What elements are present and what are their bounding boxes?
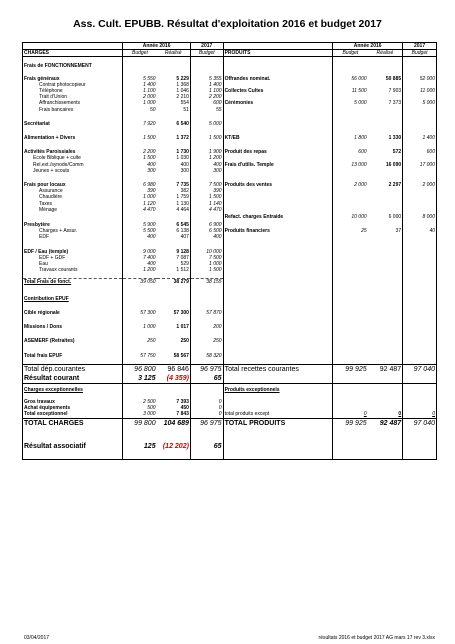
table-cell: 6 000 (388, 214, 402, 221)
table-cell: Travaux courants (23, 267, 123, 273)
table-cell: 3 000 (123, 411, 157, 418)
table-cell: 2 210 (176, 94, 189, 101)
table-cell: 4 470 (123, 207, 157, 213)
table-cell: 5 000 (403, 100, 437, 106)
table-cell: 6 980 (123, 182, 157, 188)
table-cell: 99 925 (333, 418, 368, 428)
header-budget: Budget (123, 50, 157, 57)
table-cell: 0 (398, 411, 402, 418)
table-cell: 200 (190, 324, 223, 330)
table-cell: 6 540 (176, 120, 189, 127)
table-cell: 0 (403, 411, 437, 418)
page-title: Ass. Cult. EPUBB. Résultat d'exploitation 2016 et budget 2017 (73, 18, 382, 30)
table-cell: 40 (403, 228, 437, 234)
table-cell: 1 400 (403, 135, 437, 141)
table-cell: 25 (333, 228, 368, 234)
table-cell: Eau (23, 261, 123, 267)
total-charges-row (23, 418, 437, 428)
table-cell: Contribution EPUF (23, 296, 123, 302)
table-cell: 7 903 (388, 88, 402, 95)
table-cell: 9 000 (123, 249, 157, 255)
table-cell: Gros travaux (23, 399, 123, 405)
table-cell: 1 500 (123, 155, 157, 161)
table-cell: 0 (190, 411, 223, 418)
table-cell: ASEMERF (Retraites) (23, 338, 123, 344)
table-cell: 300 (190, 168, 223, 174)
table-cell: 9 128 (176, 248, 189, 255)
table-cell: 390 (123, 188, 157, 194)
header-row-labels (23, 50, 437, 57)
header-charges: CHARGES (23, 50, 123, 57)
table-cell: 99 800 (123, 418, 157, 428)
table-cell: 529 (180, 261, 189, 268)
table-cell: 500 (123, 405, 157, 411)
table-cell: 250 (123, 338, 157, 344)
table-cell: 58 320 (190, 353, 223, 359)
table-cell: 52 000 (403, 76, 437, 82)
table-cell: 1 759 (176, 194, 189, 201)
table-cell: 1 046 (176, 88, 189, 95)
table-cell: 13 000 (333, 162, 368, 168)
table-cell: 96 975 (190, 364, 223, 374)
table-cell: Résultat courant (23, 374, 123, 384)
table-cell: 1 130 (176, 200, 189, 207)
resultat-associatif-row (23, 442, 437, 451)
header-budget-p: Budget (333, 50, 368, 57)
table-cell: 55 (190, 107, 223, 113)
table-cell: Frais bancaires (23, 107, 123, 113)
table-cell: 1 000 (123, 100, 157, 106)
table-cell: Refact. charges Entraide (223, 213, 333, 222)
table-cell: 1 512 (176, 267, 189, 274)
table-cell: 57 750 (123, 353, 157, 359)
table-cell: 56 000 (333, 76, 368, 82)
table-cell: Ecole Biblique + culte (23, 155, 123, 161)
table-cell: 65 (190, 374, 223, 384)
footer-filename: résultats 2016 et budget 2017 AG mars 17 rev 3.xlsx (318, 635, 435, 641)
table-cell: Frais généraux (23, 76, 123, 82)
table-cell: 5 900 (123, 222, 157, 228)
table-cell: 8 000 (403, 213, 437, 222)
table-cell: 2 000 (123, 94, 157, 100)
table-cell: Affranchissements (23, 100, 123, 106)
table-cell: 300 (123, 168, 157, 174)
table-cell: 1 400 (123, 82, 157, 88)
table-cell: Résultat associatif (23, 442, 123, 451)
header-realise-p: Réalisé (368, 50, 403, 57)
header-2017: 2017 (190, 43, 223, 50)
table-cell: Téléphone (23, 88, 123, 94)
table-cell: 572 (392, 149, 402, 156)
table-cell: 3 125 (123, 374, 157, 384)
footer-date: 03/04/2017 (24, 635, 50, 641)
table-cell: Rel.ext./synode/Comm (23, 162, 123, 168)
table-cell: 6 500 (190, 228, 223, 234)
table-cell: 1 030 (176, 155, 189, 162)
table-cell: Offrandes nominat. (223, 76, 333, 82)
table-cell: 1 500 (190, 267, 223, 273)
table-cell: Activités Paroissiales (23, 149, 123, 155)
table-cell: 1 000 (123, 194, 157, 200)
table-cell: 554 (180, 100, 189, 107)
header-annee-2016-produits: Année 2016 (333, 43, 403, 50)
table-cell: total produits except (223, 411, 333, 418)
table-cell: (4 359) (166, 374, 189, 382)
table-cell: 97 040 (403, 364, 437, 374)
header-produits: PRODUITS (223, 50, 333, 57)
budget-table (22, 42, 437, 460)
table-cell: 1 500 (123, 135, 157, 141)
table-cell: 99 925 (333, 364, 368, 374)
resultat-courant-row (23, 374, 437, 384)
table-cell: 10 000 (190, 249, 223, 255)
table-cell: 39 050 (123, 279, 157, 286)
table-cell: 96 846 (157, 364, 191, 374)
table-cell: 400 (123, 261, 157, 267)
table-cell: 11 000 (403, 88, 437, 94)
table-cell: 1 500 (190, 135, 223, 141)
table-cell: 1 200 (123, 267, 157, 273)
table-cell: 0 (190, 399, 223, 405)
table-cell: Taxes (23, 201, 123, 207)
table-cell: 92 487 (368, 364, 403, 374)
table-cell: 0 (190, 405, 223, 411)
table-cell: TOTAL PRODUITS (223, 418, 333, 428)
table-cell: Contrat photocopieur (23, 82, 123, 88)
table-cell: 5 550 (123, 76, 157, 82)
table-cell: KT/EB (223, 135, 333, 141)
table-cell: 400 (190, 234, 223, 240)
header-realise: Réalisé (157, 50, 191, 57)
header-annee-2016: Année 2016 (123, 43, 191, 50)
table-cell: Chaudière (23, 194, 123, 200)
header-2017-produits: 2017 (403, 43, 437, 50)
table-cell: 5 355 (190, 76, 223, 82)
table-cell: 51 (183, 106, 189, 113)
table-cell: 5 000 (333, 100, 368, 106)
table-cell: Produits des ventes (223, 182, 333, 188)
table-cell: 7 735 (176, 182, 189, 189)
table-cell: 5 500 (123, 228, 157, 234)
table-cell: Cible régionale (23, 310, 123, 316)
table-row (23, 213, 437, 222)
table-cell: 7 373 (388, 100, 402, 107)
table-cell: Secrétariat (23, 121, 123, 127)
table-cell: 4 464 (176, 206, 189, 213)
header-budget-2017: Budget (190, 50, 223, 57)
table-cell: 400 (123, 162, 157, 168)
table-cell: Frais de FONCTIONNEMENT (23, 63, 123, 69)
table-cell: 600 (333, 149, 368, 155)
table-cell: Frais pour locaux (23, 182, 123, 188)
table-cell: Produits exceptionnels (223, 387, 333, 393)
table-cell: 7 843 (176, 411, 189, 418)
table-cell: 250 (180, 338, 189, 345)
table-cell: 1 330 (388, 135, 402, 142)
table-cell: 390 (190, 188, 223, 194)
table-cell: 7 400 (123, 255, 157, 261)
table-cell: 400 (123, 234, 157, 240)
table-cell: 96 975 (190, 418, 223, 428)
table-cell: 400 (180, 161, 189, 168)
table-cell: 57 870 (190, 310, 223, 316)
table-cell: 5 000 (190, 121, 223, 127)
table-cell: 400 (190, 162, 223, 168)
table-cell: Produits financiers (223, 228, 333, 234)
table-cell: 38 155 (190, 279, 223, 286)
table-cell: 1 730 (176, 149, 189, 156)
table-cell: Collectes Cultes (223, 88, 333, 94)
table-cell: Charges exceptionnelles (23, 387, 123, 393)
table-cell: Produit des repas (223, 149, 333, 155)
table-cell: Total recettes courantes (223, 364, 333, 374)
table-cell: 37 (395, 228, 402, 235)
table-cell: 2 200 (190, 94, 223, 100)
table-cell: Assurance (23, 188, 123, 194)
table-cell: Total frais EPUF (23, 353, 123, 359)
table-cell: 1 400 (190, 82, 223, 88)
table-cell: Charges + Assur. (23, 228, 123, 234)
table-cell: 16 090 (385, 161, 402, 168)
table-cell: 1 140 (190, 201, 223, 207)
table-cell: Jeunes + scouts (23, 168, 123, 174)
table-cell: 50 (123, 107, 157, 113)
header-budget-2017-p: Budget (403, 50, 437, 57)
table-cell: Cérémonies (223, 100, 333, 106)
table-cell: 1 120 (123, 201, 157, 207)
table-cell: Ménage (23, 207, 123, 213)
table-cell: 38 279 (157, 279, 191, 286)
table-cell: 57 300 (173, 309, 189, 316)
table-cell: 1 800 (333, 135, 368, 141)
table-cell: 600 (403, 149, 437, 155)
table-cell: 450 (180, 405, 189, 412)
table-cell: 600 (190, 100, 223, 106)
table-cell: 65 (190, 442, 223, 451)
table-cell: 1 000 (190, 261, 223, 267)
table-cell: 1 368 (176, 81, 189, 88)
table-cell: 1 017 (176, 324, 189, 331)
total-courantes-row (23, 364, 437, 374)
table-cell: Total exceptionnel (23, 411, 123, 418)
table-row (23, 411, 437, 418)
table-cell: EDF (23, 234, 123, 240)
table-cell: 1 100 (190, 88, 223, 94)
table-cell: Total dép.courantes (23, 364, 123, 374)
table-cell: 1 100 (123, 88, 157, 94)
table-cell: 407 (180, 234, 189, 241)
table-cell: 7 500 (190, 182, 223, 188)
table-cell: 0 (333, 411, 368, 418)
table-cell: EDF + GDF (23, 255, 123, 261)
table-cell: 50 885 (385, 75, 402, 82)
table-cell: 10 000 (333, 213, 368, 222)
table-cell: 2 500 (123, 399, 157, 405)
table-cell: 4 470 (190, 207, 223, 213)
table-cell: 11 500 (333, 88, 368, 94)
header-row-years (23, 43, 437, 50)
table-cell: Total Frais de fonct. (23, 279, 123, 286)
table-cell: 2 000 (333, 182, 368, 188)
table-cell: 382 (180, 188, 189, 195)
table-cell: (12 202) (162, 442, 189, 450)
table-cell: Achat équipements (23, 405, 123, 411)
table-cell: 125 (123, 442, 157, 451)
table-cell: 58 567 (173, 352, 189, 359)
table-cell: 57 300 (123, 310, 157, 316)
table-cell: 250 (190, 338, 223, 344)
table-cell: 5 229 (176, 75, 189, 82)
table-cell: Trait d'Union (23, 94, 123, 100)
table-cell: Missions / Dons (23, 324, 123, 330)
table-cell: 6 900 (190, 222, 223, 228)
table-cell: 97 040 (403, 418, 437, 428)
table-cell: 1 900 (190, 149, 223, 155)
table-cell: TOTAL CHARGES (23, 418, 123, 428)
table-cell: Alimentation + Divers (23, 135, 123, 141)
table-cell: 6 545 (176, 222, 189, 229)
table-cell: 1 500 (190, 194, 223, 200)
table-cell: 6 138 (176, 228, 189, 235)
table-cell: 7 393 (176, 398, 189, 405)
table-cell: 7 920 (123, 121, 157, 127)
table-cell: Presbytère (23, 222, 123, 228)
table-cell: 2 297 (388, 182, 402, 189)
table-cell: 2 200 (123, 149, 157, 155)
table-cell: 104 689 (157, 418, 191, 428)
total-frais-fonct-row (23, 279, 437, 286)
table-cell: 1 000 (123, 324, 157, 330)
table-cell: 92 487 (368, 418, 403, 428)
table-cell: 7 500 (190, 255, 223, 261)
table-cell: 7 087 (176, 254, 189, 261)
table-cell: 1 372 (176, 135, 189, 142)
table-cell: 1 200 (190, 155, 223, 161)
table-cell: Frais d'utilis. Temple (223, 162, 333, 168)
table-cell: 300 (180, 167, 189, 174)
table-cell: 2 000 (403, 182, 437, 188)
table-cell: 96 800 (123, 364, 157, 374)
table-cell: 17 000 (403, 162, 437, 168)
table-cell: EDF / Eau (temple) (23, 249, 123, 255)
